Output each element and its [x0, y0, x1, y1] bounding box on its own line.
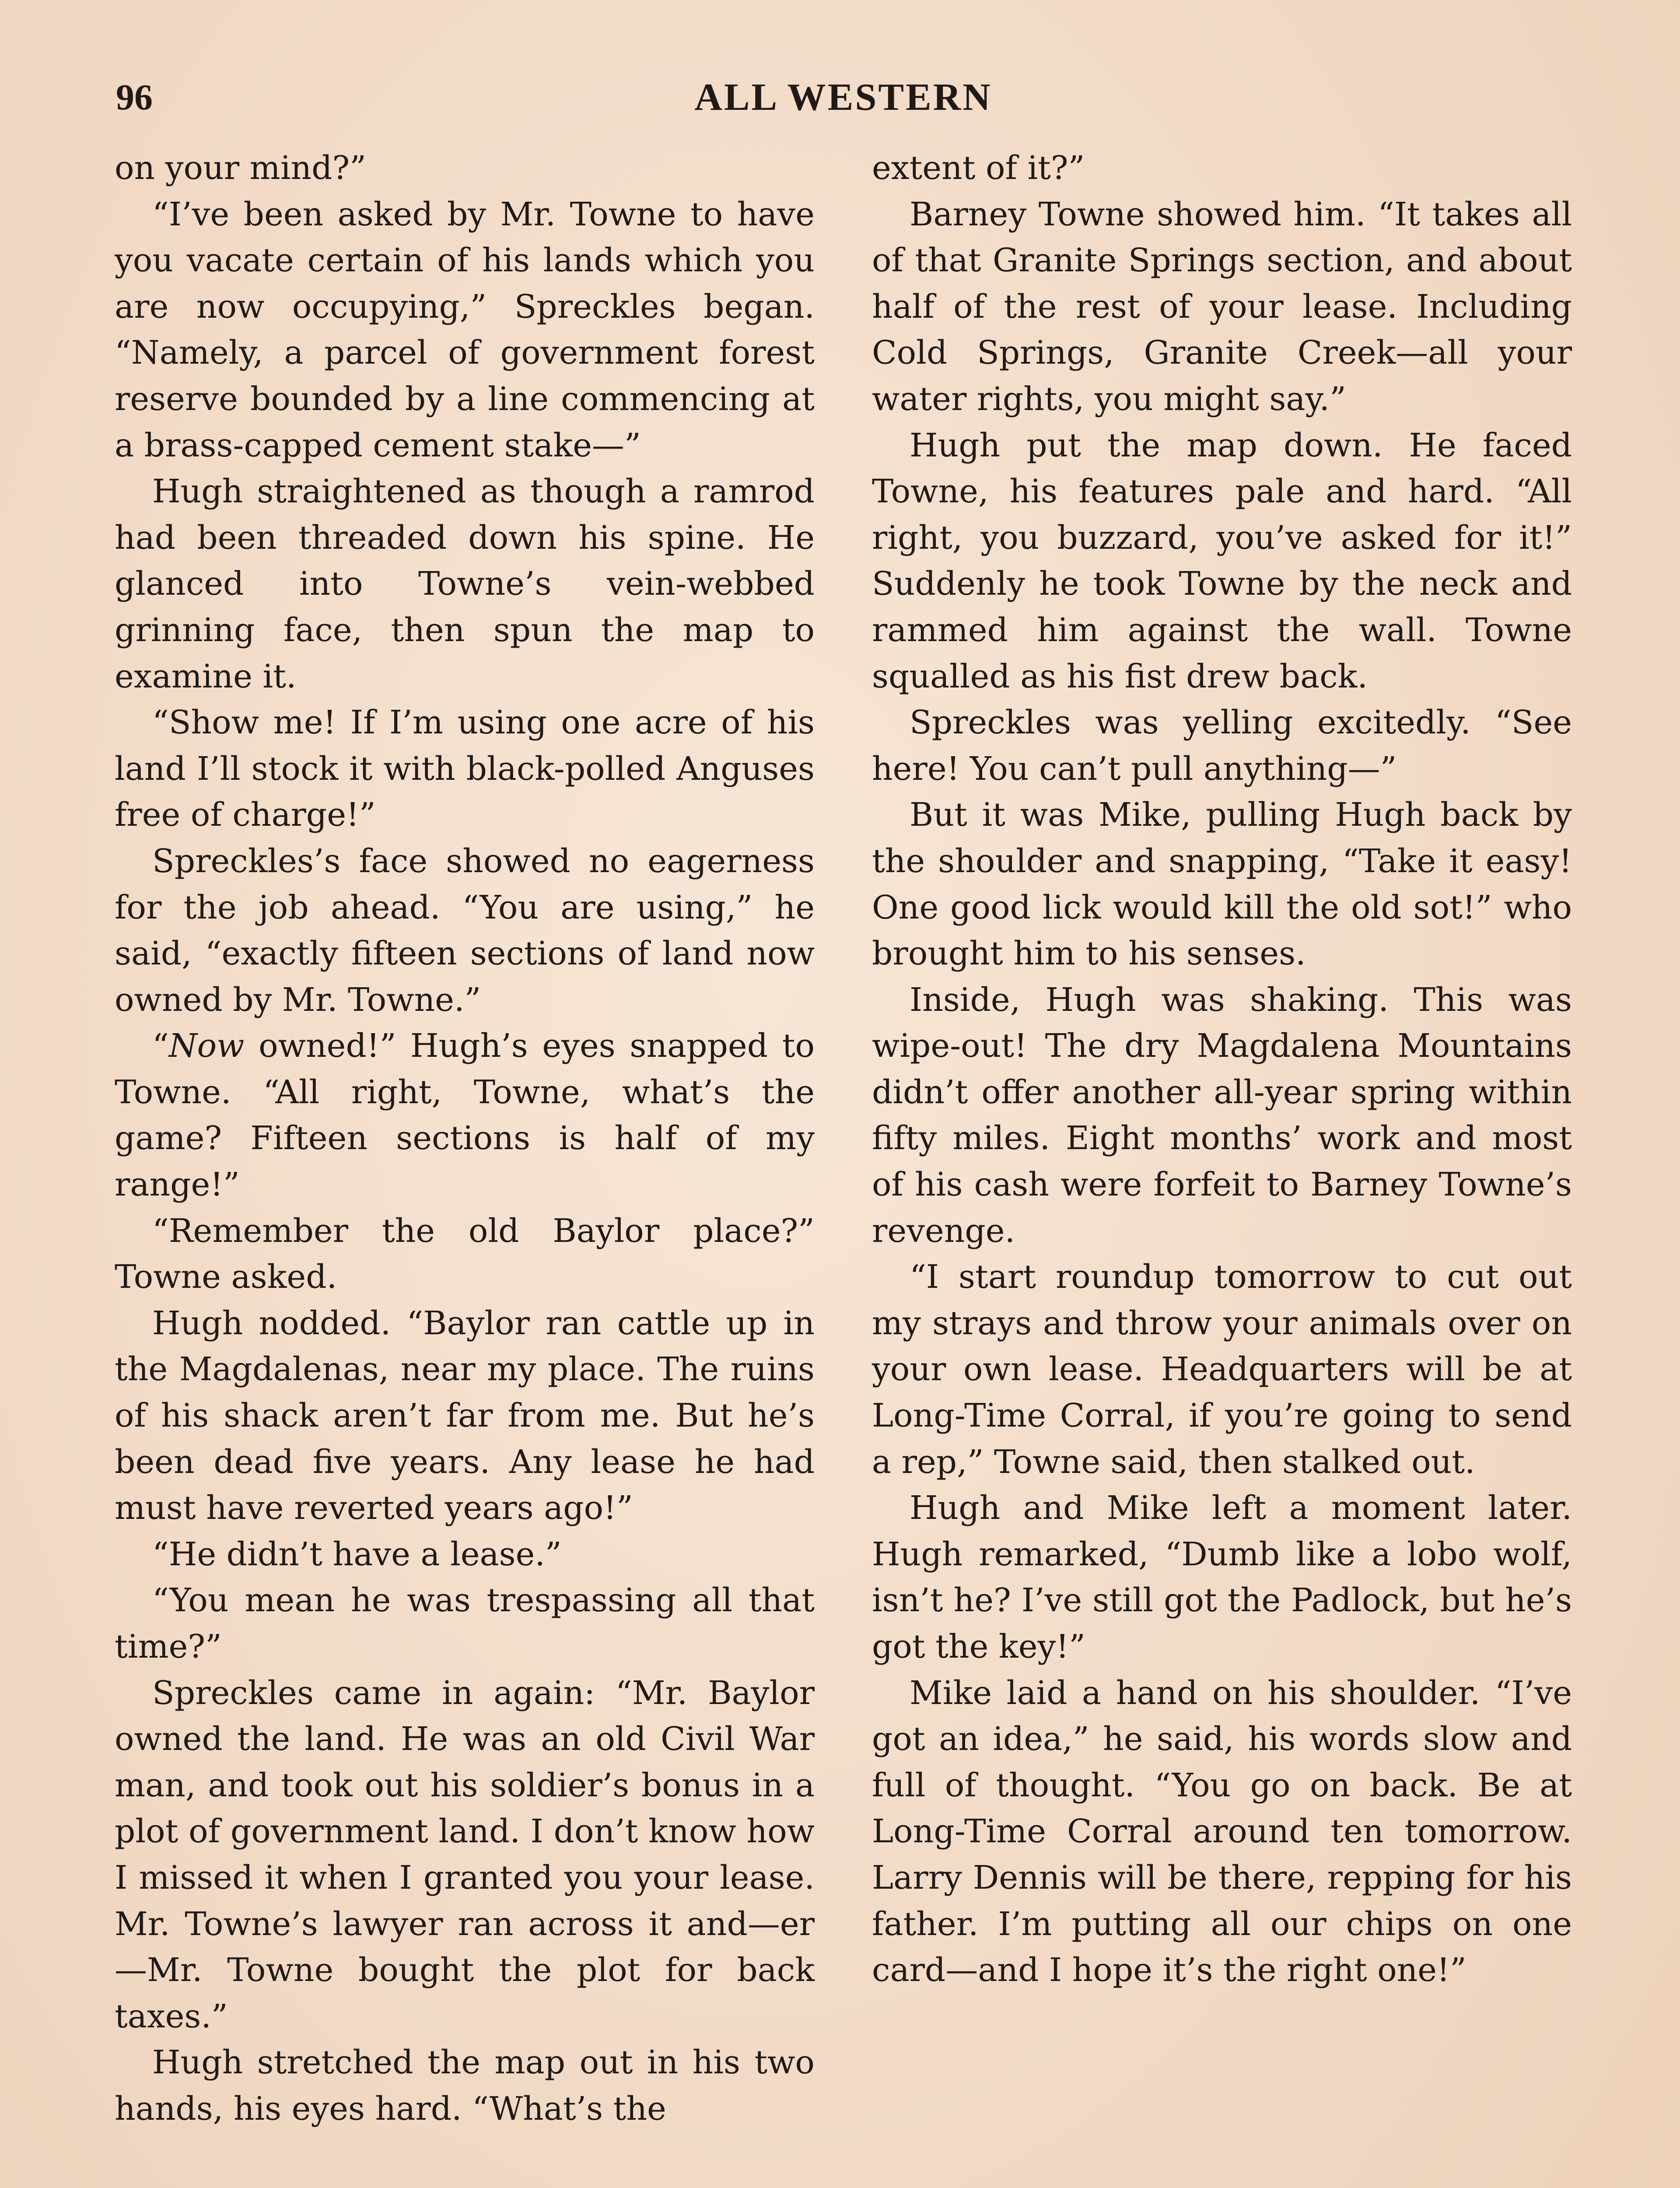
paragraph-open-quote: “ [152, 1027, 169, 1065]
paragraph: Hugh stretched the map out in his two hands, his eyes hard. “What’s the [115, 2044, 815, 2128]
page-number: 96 [116, 77, 153, 118]
paragraph: “I start roundup tomorrow to cut out my strays and throw your animals over on your own lease. Headquarters will be at Long-Time Corral, if you’re going to send a rep,” Towne said, then stalked out. [872, 1258, 1572, 1481]
right-column [872, 145, 1572, 1994]
paragraph: Spreckles came in again: “Mr. Baylor owned the land. He was an old Civil War man, and took out his soldier’s bonus in a plot of government land. I don’t know how I missed it when I granted you your lease. Mr. Towne’s lawyer ran across it and—er—Mr. Towne bought the plot for back taxes.” [115, 1674, 815, 2035]
paragraph: on your mind?” [115, 149, 367, 187]
paragraph: But it was Mike, pulling Hugh back by the shoulder and snapping, “Take it easy! One good lick would kill the old sot!” who brought him to his senses. [872, 796, 1572, 973]
paragraph: Spreckles was yelling excitedly. “See here! You can’t pull anything—” [872, 704, 1572, 788]
paragraph: Barney Towne showed him. “It takes all of that Granite Springs section, and about half of the rest of your lease. Including Cold Springs, Granite Creek—all your water rights, you might say.” [872, 195, 1572, 418]
paragraph: “I’ve been asked by Mr. Towne to have you vacate certain of his lands which you are now occupying,” Spreckles began. “Namely, a parcel of government forest reserve bounded by a line commencing at a brass-capped cement stake—” [115, 195, 815, 464]
paragraph: “He didn’t have a lease.” [152, 1535, 562, 1573]
paragraph: “Show me! If I’m using one acre of his land I’ll stock it with black-polled Anguses free of charge!” [115, 704, 815, 834]
paragraph: extent of it?” [872, 149, 1085, 187]
paragraph: “Remember the old Baylor place?” Towne asked. [115, 1212, 815, 1296]
paragraph: Inside, Hugh was shaking. This was wipe-out! The dry Magdalena Mountains didn’t offer another all-year spring within fifty miles. Eight months’ work and most of his cash were forfeit to Barney Towne’s revenge. [872, 981, 1572, 1250]
paragraph: Spreckles’s face showed no eagerness for the job ahead. “You are using,” he said, “exactly fifteen sections of land now owned by Mr. Towne.” [115, 842, 815, 1019]
paragraph [115, 1023, 815, 1208]
left-column [115, 145, 815, 2132]
paragraph: “You mean he was trespassing all that time?” [115, 1581, 815, 1666]
paragraph-text: owned!” Hugh’s eyes snapped to Towne. “All right, Towne, what’s the game? Fifteen sections is half of my range!” [115, 1027, 815, 1204]
page-header [116, 74, 1571, 122]
paragraph: Hugh straightened as though a ramrod had been threaded down his spine. He glanced into Towne’s vein-webbed grinning face, then spun the map to examine it. [115, 473, 815, 695]
paragraph: Hugh nodded. “Baylor ran cattle up in the Magdalenas, near my place. The ruins of his shack aren’t far from me. But he’s been dead five years. Any lease he had must have reverted years ago!” [115, 1304, 815, 1527]
paragraph: Hugh and Mike left a moment later. Hugh remarked, “Dumb like a lobo wolf, isn’t he? I’ve still got the Padlock, but he’s got the key!” [872, 1489, 1572, 1666]
paragraph: Hugh put the map down. He faced Towne, his features pale and hard. “All right, you buzzard, you’ve asked for it!” Suddenly he took Towne by the neck and rammed him against the wall. Towne squalled as his fist drew back. [872, 426, 1572, 695]
running-head: ALL WESTERN [694, 76, 992, 119]
italic-emphasis: Now [168, 1027, 245, 1065]
paragraph: Mike laid a hand on his shoulder. “I’ve got an idea,” he said, his words slow and full of thought. “You go on back. Be at Long-Time Corral around ten tomorrow. Larry Dennis will be there, repping for his father. I’m putting all our chips on one card—and I hope it’s the right one!” [872, 1674, 1572, 1989]
